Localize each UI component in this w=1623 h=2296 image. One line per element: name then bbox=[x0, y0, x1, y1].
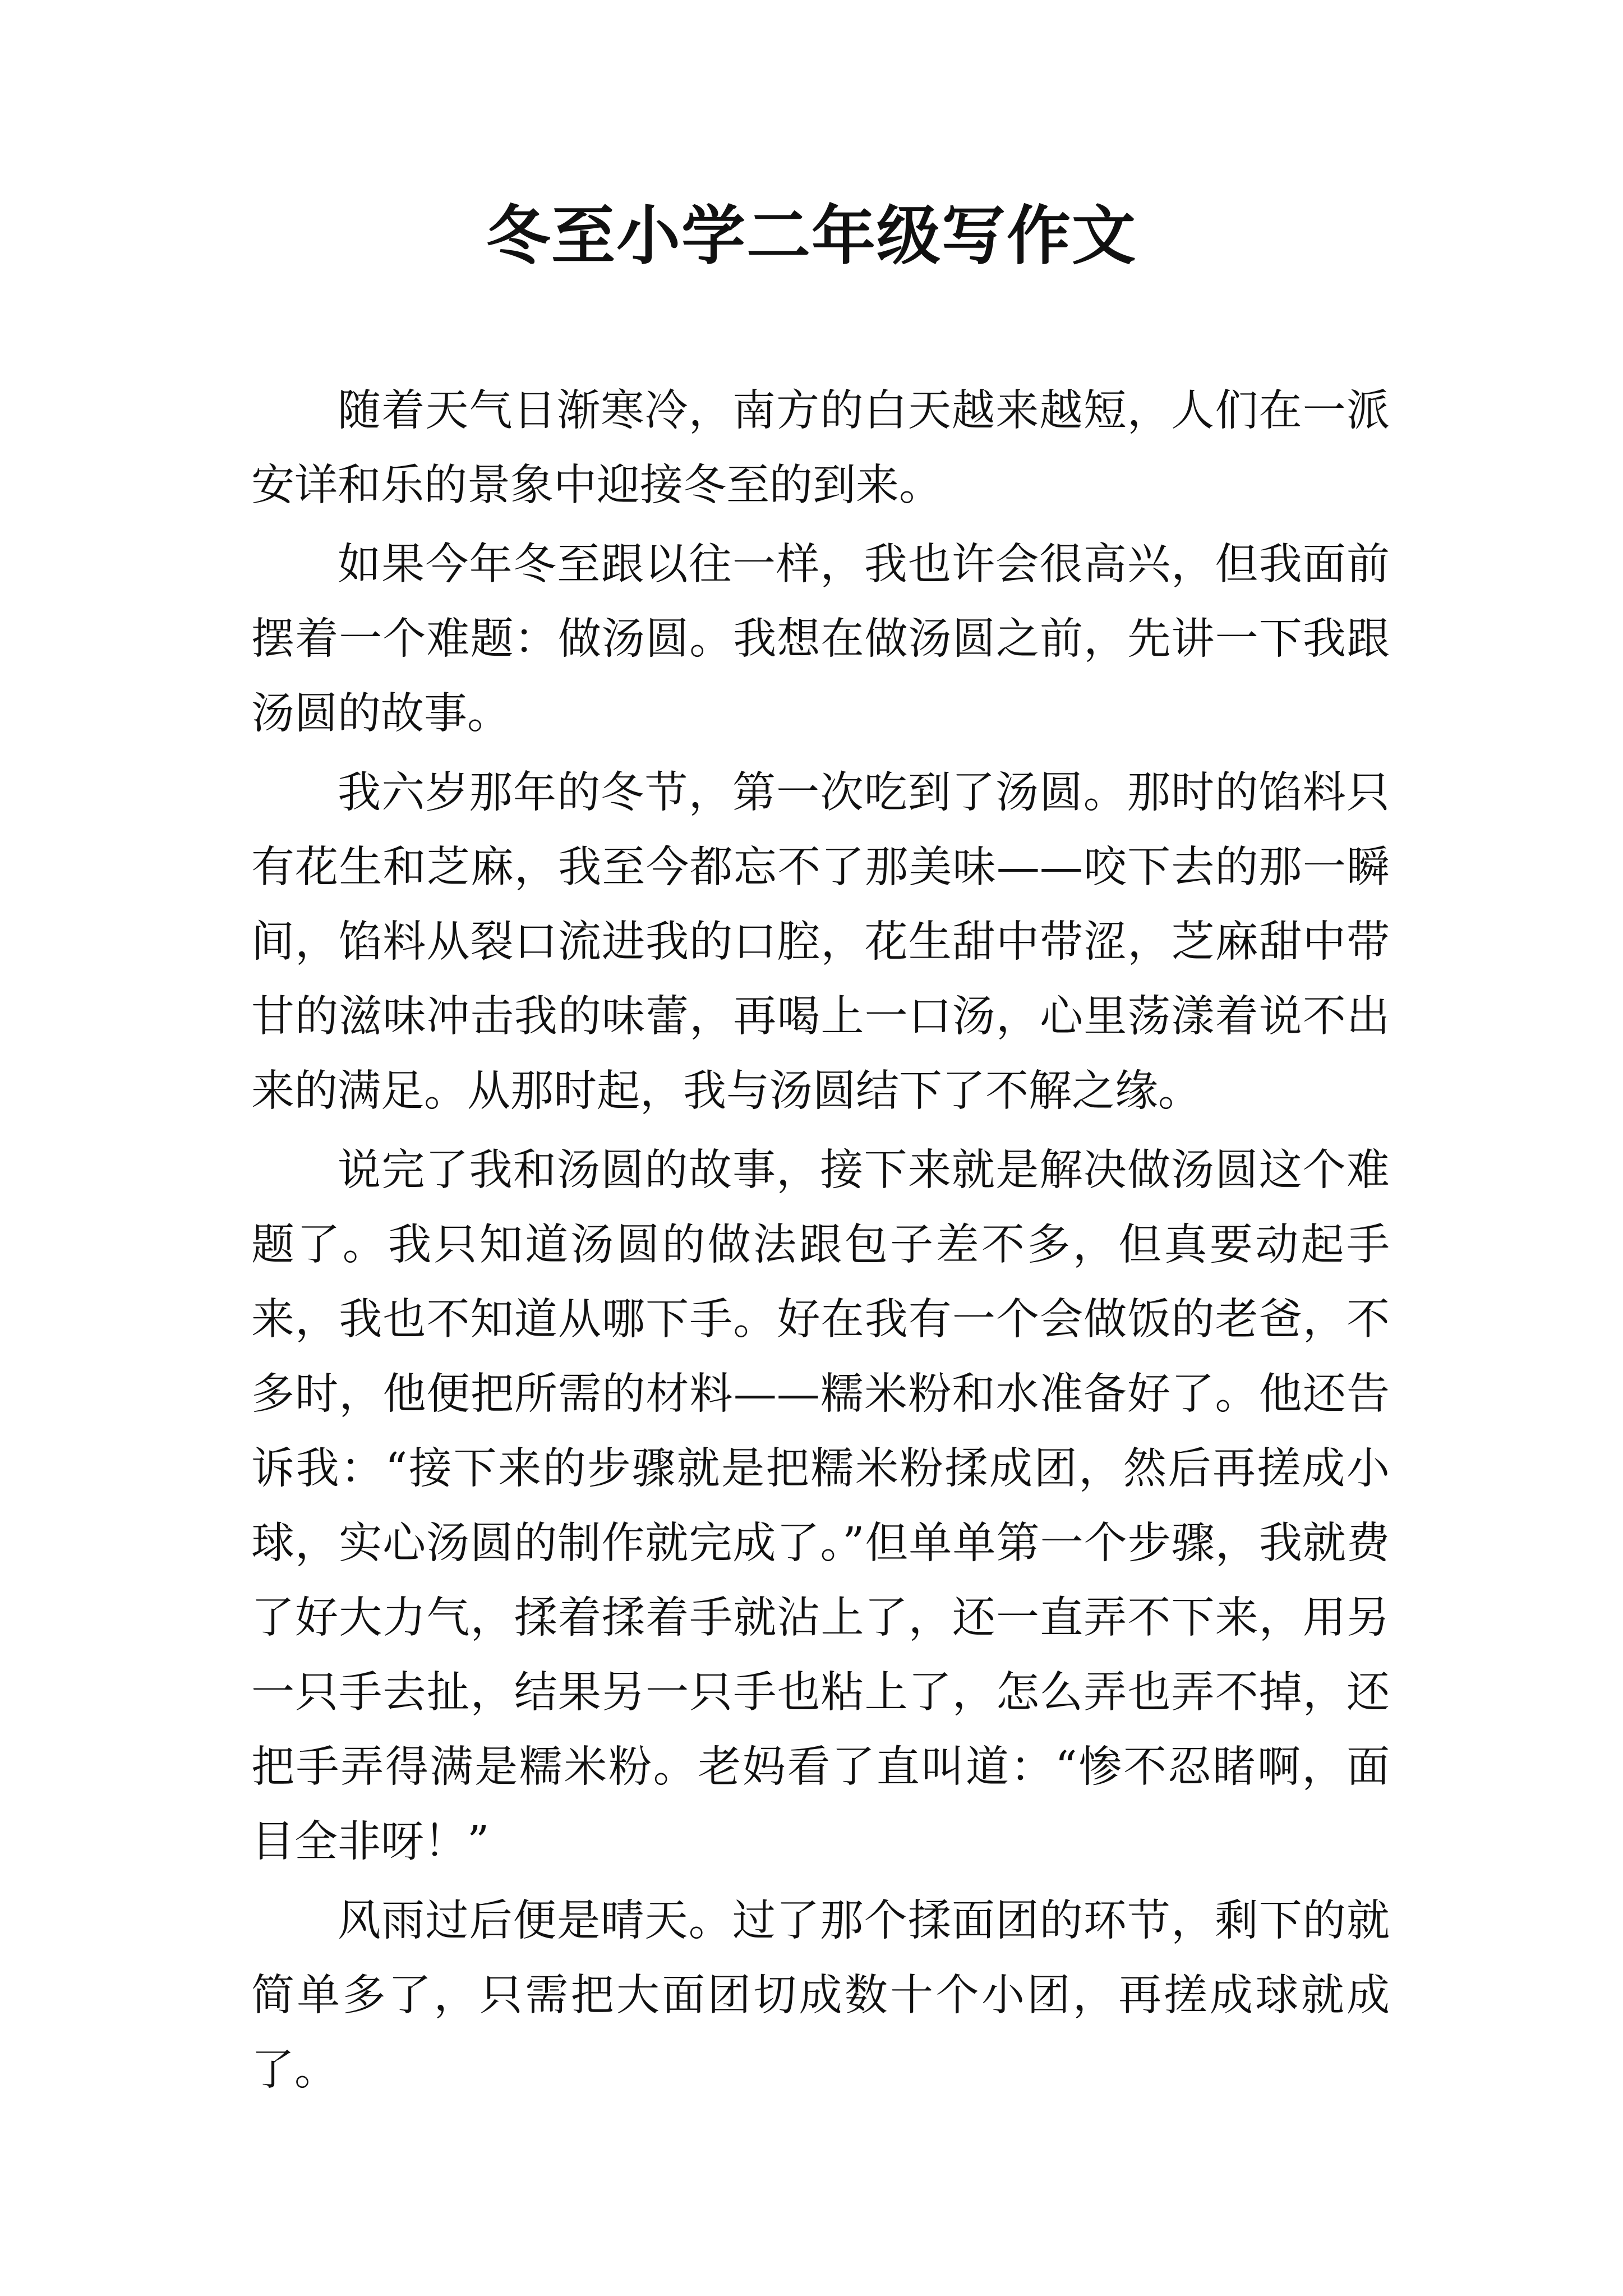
paragraph: 我六岁那年的冬节，第一次吃到了汤圆。那时的馅料只有花生和芝麻，我至今都忘不了那美味——咬下去的那一瞬间，馅料从裂口流进我的口腔，花生甜中带涩，芝麻甜中带甘的滋味冲击我的味蕾，再喝上一口汤，心里荡漾着说不出来的满足。从那时起，我与汤圆结下了不解之缘。 bbox=[251, 768, 1390, 1116]
paragraph: 说完了我和汤圆的故事，接下来就是解决做汤圆这个难题了。我只知道汤圆的做法跟包子差不多，但真要动起手来，我也不知道从哪下手。好在我有一个会做饭的老爸，不多时，他便把所需的材料——糯米粉和水准备好了。他还告诉我：“接下来的步骤就是把糯米粉揉成团，然后再搓成小球，实心汤圆的制作就完成了。”但单单第一个步骤，我就费了好大力气，揉着揉着手就沾上了，还一直弄不下来，用另一只手去扯，结果另一只手也粘上了，怎么弄也弄不掉，还把手弄得满是糯米粉。老妈看了直叫道：“惨不忍睹啊，面目全非呀！” bbox=[251, 1145, 1390, 1867]
document-title: 冬至小学二年级写作文 bbox=[486, 198, 1137, 273]
document-body bbox=[251, 374, 1390, 2112]
paragraph: 随着天气日渐寒冷，南方的白天越来越短，人们在一派安详和乐的景象中迎接冬至的到来。 bbox=[251, 386, 1390, 510]
paragraph: 如果今年冬至跟以往一样，我也许会很高兴，但我面前摆着一个难题：做汤圆。我想在做汤圆之前，先讲一下我跟汤圆的故事。 bbox=[251, 540, 1390, 739]
paragraph: 风雨过后便是晴天。过了那个揉面团的环节，剩下的就简单多了，只需把大面团切成数十个小团，再搓成球就成了。 bbox=[251, 1896, 1390, 2095]
